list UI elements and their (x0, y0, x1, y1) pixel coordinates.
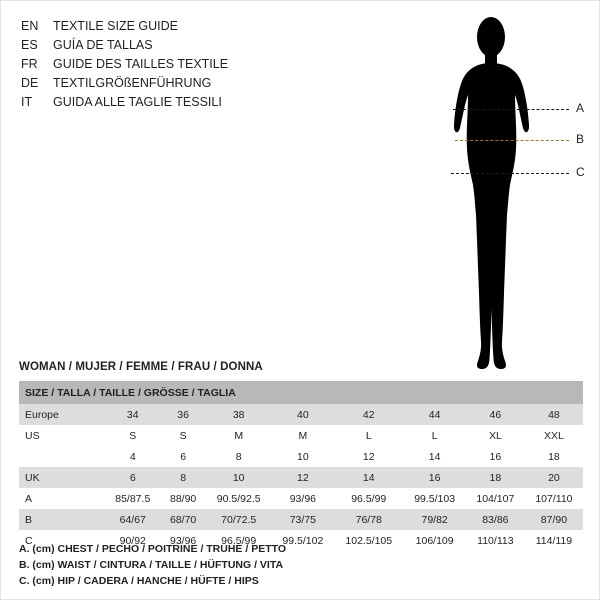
section-title: WOMAN / MUJER / FEMME / FRAU / DONNA (19, 361, 263, 373)
cell: 73/75 (272, 509, 334, 530)
language-code: IT (21, 95, 33, 109)
cell: 114/119 (525, 530, 583, 551)
cell: 12 (272, 467, 334, 488)
cell: 40 (272, 404, 334, 425)
cell: 64/67 (105, 509, 161, 530)
cell: 42 (334, 404, 403, 425)
table-row (19, 404, 583, 425)
cell: 107/110 (525, 488, 583, 509)
language-code: DE (21, 76, 39, 90)
cell: 99.5/102 (272, 530, 334, 551)
cell: 36 (161, 404, 206, 425)
language-row (21, 17, 361, 35)
cell: 90/92 (105, 530, 161, 551)
cell: 44 (403, 404, 465, 425)
cell: 10 (272, 446, 334, 467)
cell: 104/107 (466, 488, 525, 509)
cell: 88/90 (161, 488, 206, 509)
cell: 70/72.5 (206, 509, 272, 530)
language-row (21, 74, 361, 92)
cell: 96.5/99 (334, 488, 403, 509)
table-row (19, 509, 583, 530)
cell: 20 (525, 467, 583, 488)
cell: S (161, 425, 206, 446)
cell: 48 (525, 404, 583, 425)
table-row (19, 425, 583, 446)
measure-line-b (455, 140, 569, 141)
language-title: TEXTILGRÖßENFÜHRUNG (53, 76, 212, 90)
cell: 110/113 (466, 530, 525, 551)
footnote-b: B. (cm) WAIST / CINTURA / TAILLE / HÜFTUNG / VITA (19, 559, 284, 571)
row-label (19, 446, 105, 467)
language-code: FR (21, 57, 38, 71)
language-title: TEXTILE SIZE GUIDE (53, 19, 179, 33)
cell: 6 (105, 467, 161, 488)
row-label: US (19, 425, 105, 446)
cell: 10 (206, 467, 272, 488)
cell: 68/70 (161, 509, 206, 530)
cell: 16 (403, 467, 465, 488)
footnotes-block (19, 541, 579, 589)
cell: XL (466, 425, 525, 446)
cell: 79/82 (403, 509, 465, 530)
cell: S (105, 425, 161, 446)
row-label: Europe (19, 404, 105, 425)
cell: 99.5/103 (403, 488, 465, 509)
cell: 87/90 (525, 509, 583, 530)
cell: 38 (206, 404, 272, 425)
measure-line-c (451, 173, 569, 174)
language-row (21, 36, 361, 54)
size-table (19, 381, 583, 551)
language-title: GUIDA ALLE TAGLIE TESSILI (53, 95, 222, 109)
cell: 4 (105, 446, 161, 467)
cell: L (334, 425, 403, 446)
table-row (19, 488, 583, 509)
table-header-label: SIZE / TALLA / TAILLE / GRÖSSE / TAGLIA (19, 381, 583, 404)
cell: 96.5/99 (206, 530, 272, 551)
language-header-block (21, 17, 361, 112)
row-label: UK (19, 467, 105, 488)
language-row (21, 55, 361, 73)
cell: XXL (525, 425, 583, 446)
cell: 93/96 (272, 488, 334, 509)
row-label: C (19, 530, 105, 551)
row-label: B (19, 509, 105, 530)
cell: 18 (466, 467, 525, 488)
cell: 16 (466, 446, 525, 467)
measure-label-c: C (576, 165, 585, 179)
cell: L (403, 425, 465, 446)
cell: 6 (161, 446, 206, 467)
female-silhouette-icon (431, 9, 551, 379)
cell: 85/87.5 (105, 488, 161, 509)
footnote-a: A. (cm) CHEST / PECHO / POITRINE / TRUHE / PETTO (19, 543, 287, 555)
measure-label-a: A (576, 101, 585, 115)
cell: 18 (525, 446, 583, 467)
table-row (19, 467, 583, 488)
cell: 8 (206, 446, 272, 467)
body-measurement-figure (411, 9, 596, 379)
table-header-row (19, 381, 583, 404)
language-title: GUIDE DES TAILLES TEXTILE (53, 57, 229, 71)
cell: 90.5/92.5 (206, 488, 272, 509)
cell: 14 (403, 446, 465, 467)
language-code: EN (21, 19, 39, 33)
measure-line-a (453, 109, 569, 110)
measure-label-b: B (576, 132, 585, 146)
language-row (21, 93, 361, 111)
cell: 12 (334, 446, 403, 467)
cell: 14 (334, 467, 403, 488)
cell: 102.5/105 (334, 530, 403, 551)
footnote-c: C. (cm) HIP / CADERA / HANCHE / HÜFTE / HIPS (19, 575, 259, 587)
language-code: ES (21, 38, 38, 52)
cell: 93/96 (161, 530, 206, 551)
cell: M (206, 425, 272, 446)
table-row (19, 446, 583, 467)
cell: M (272, 425, 334, 446)
row-label: A (19, 488, 105, 509)
language-title: GUÍA DE TALLAS (53, 38, 153, 52)
cell: 106/109 (403, 530, 465, 551)
cell: 8 (161, 467, 206, 488)
cell: 83/86 (466, 509, 525, 530)
cell: 46 (466, 404, 525, 425)
cell: 34 (105, 404, 161, 425)
cell: 76/78 (334, 509, 403, 530)
